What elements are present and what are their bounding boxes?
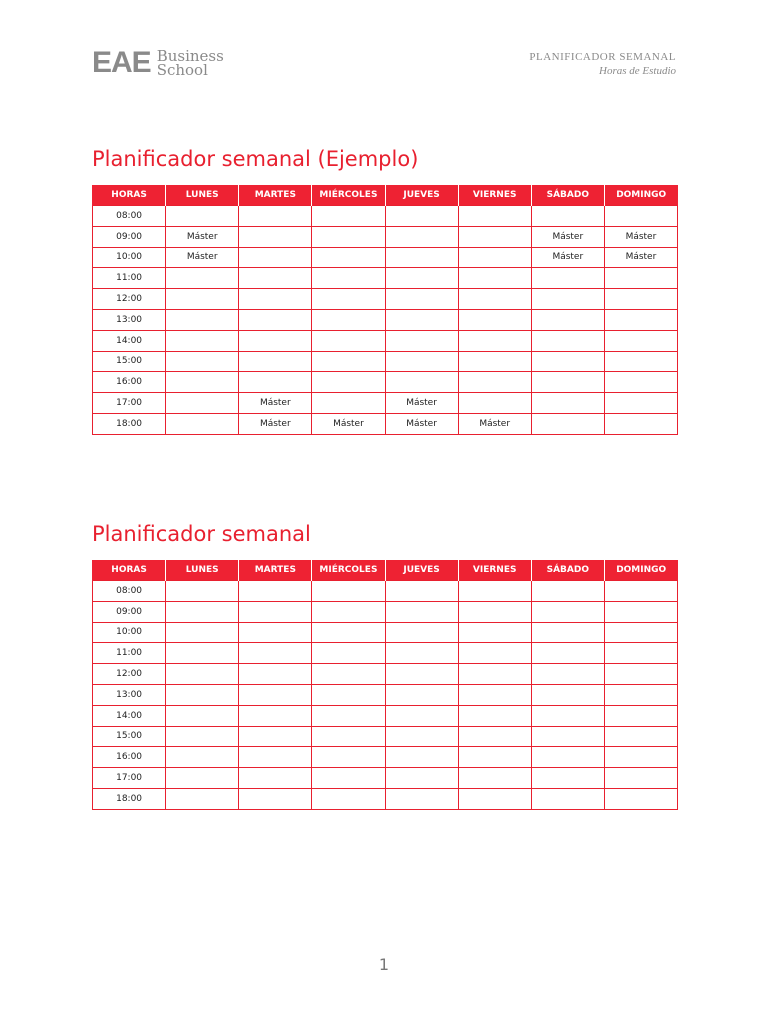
schedule-cell: [239, 622, 312, 643]
schedule-cell: Máster: [166, 247, 239, 268]
schedule-cell: [458, 309, 531, 330]
schedule-cell: [458, 622, 531, 643]
schedule-cell: [385, 705, 458, 726]
blank-planner-table: [92, 560, 678, 810]
schedule-cell: [166, 601, 239, 622]
table-row: [93, 226, 678, 247]
column-header-day: MARTES: [239, 185, 312, 206]
table-row: [93, 351, 678, 372]
page-number: 1: [378, 955, 390, 974]
schedule-cell: [385, 643, 458, 664]
schedule-cell: [312, 622, 385, 643]
schedule-cell: [385, 226, 458, 247]
schedule-cell: [604, 581, 677, 602]
schedule-cell: [312, 643, 385, 664]
schedule-cell: [166, 581, 239, 602]
schedule-cell: [166, 268, 239, 289]
time-cell: 15:00: [93, 726, 166, 747]
schedule-cell: [458, 289, 531, 310]
schedule-cell: [531, 643, 604, 664]
schedule-cell: [604, 372, 677, 393]
column-header-day: SÁBADO: [531, 185, 604, 206]
eae-logo: [92, 46, 224, 79]
table-row: [93, 643, 678, 664]
schedule-cell: [531, 413, 604, 434]
schedule-cell: Máster: [166, 226, 239, 247]
time-cell: 12:00: [93, 289, 166, 310]
column-header-day: JUEVES: [385, 560, 458, 581]
column-header-day: SÁBADO: [531, 560, 604, 581]
logo-line-business: Business: [156, 47, 224, 65]
schedule-cell: [531, 788, 604, 809]
table-row: [93, 330, 678, 351]
schedule-cell: [604, 351, 677, 372]
schedule-cell: [385, 664, 458, 685]
schedule-cell: [385, 351, 458, 372]
time-cell: 09:00: [93, 226, 166, 247]
schedule-cell: [458, 684, 531, 705]
schedule-cell: [166, 788, 239, 809]
schedule-cell: [312, 268, 385, 289]
schedule-cell: [604, 643, 677, 664]
schedule-cell: [312, 289, 385, 310]
schedule-cell: [531, 289, 604, 310]
time-cell: 17:00: [93, 393, 166, 414]
schedule-cell: [604, 788, 677, 809]
schedule-cell: [531, 601, 604, 622]
schedule-cell: Máster: [458, 413, 531, 434]
schedule-cell: [166, 768, 239, 789]
schedule-cell: [166, 705, 239, 726]
schedule-cell: [239, 747, 312, 768]
schedule-cell: [166, 684, 239, 705]
schedule-cell: [604, 330, 677, 351]
time-cell: 10:00: [93, 247, 166, 268]
schedule-cell: [239, 268, 312, 289]
column-header-day: MIÉRCOLES: [312, 185, 385, 206]
schedule-cell: [531, 747, 604, 768]
time-cell: 11:00: [93, 268, 166, 289]
schedule-cell: [531, 309, 604, 330]
table-row: [93, 788, 678, 809]
table-row: [93, 705, 678, 726]
time-cell: 08:00: [93, 581, 166, 602]
schedule-cell: [239, 643, 312, 664]
schedule-cell: [385, 788, 458, 809]
schedule-cell: [239, 289, 312, 310]
schedule-cell: [458, 768, 531, 789]
schedule-cell: [385, 309, 458, 330]
schedule-cell: [312, 726, 385, 747]
schedule-cell: [385, 330, 458, 351]
schedule-cell: [385, 268, 458, 289]
schedule-cell: Máster: [531, 247, 604, 268]
header-row: [93, 185, 678, 206]
schedule-cell: [531, 393, 604, 414]
table-row: [93, 664, 678, 685]
schedule-cell: [166, 747, 239, 768]
schedule-cell: Máster: [312, 413, 385, 434]
table-row: [93, 247, 678, 268]
schedule-cell: [604, 206, 677, 227]
schedule-cell: [312, 309, 385, 330]
schedule-cell: [458, 226, 531, 247]
schedule-cell: [531, 622, 604, 643]
table-row: [93, 684, 678, 705]
time-cell: 13:00: [93, 684, 166, 705]
column-header-hours: HORAS: [93, 185, 166, 206]
time-cell: 15:00: [93, 351, 166, 372]
table-row: [93, 268, 678, 289]
schedule-cell: [312, 684, 385, 705]
schedule-cell: [166, 206, 239, 227]
schedule-cell: [458, 643, 531, 664]
schedule-cell: [385, 601, 458, 622]
schedule-cell: [458, 747, 531, 768]
schedule-cell: [604, 726, 677, 747]
schedule-cell: Máster: [604, 247, 677, 268]
schedule-cell: [458, 393, 531, 414]
schedule-cell: [312, 788, 385, 809]
schedule-cell: [385, 622, 458, 643]
schedule-cell: [458, 601, 531, 622]
schedule-cell: [531, 768, 604, 789]
schedule-cell: [458, 206, 531, 227]
table-row: [93, 726, 678, 747]
time-cell: 10:00: [93, 622, 166, 643]
column-header-day: MIÉRCOLES: [312, 560, 385, 581]
schedule-cell: [531, 206, 604, 227]
schedule-cell: [604, 413, 677, 434]
column-header-day: VIERNES: [458, 560, 531, 581]
schedule-cell: [239, 247, 312, 268]
schedule-cell: [312, 206, 385, 227]
schedule-cell: [458, 705, 531, 726]
schedule-cell: [312, 393, 385, 414]
schedule-cell: [531, 684, 604, 705]
time-cell: 12:00: [93, 664, 166, 685]
document-title: PLANIFICADOR SEMANAL: [529, 51, 676, 63]
schedule-cell: [458, 581, 531, 602]
schedule-cell: [239, 206, 312, 227]
schedule-cell: [166, 393, 239, 414]
schedule-cell: [239, 684, 312, 705]
schedule-cell: [604, 309, 677, 330]
column-header-day: DOMINGO: [604, 185, 677, 206]
schedule-cell: [239, 664, 312, 685]
schedule-cell: [166, 330, 239, 351]
schedule-cell: [458, 351, 531, 372]
schedule-cell: [239, 309, 312, 330]
document-subtitle: Horas de Estudio: [599, 65, 676, 77]
table-row: [93, 289, 678, 310]
schedule-cell: [531, 664, 604, 685]
time-cell: 18:00: [93, 788, 166, 809]
schedule-cell: [166, 289, 239, 310]
schedule-cell: [385, 726, 458, 747]
logo-mark: EAE: [92, 46, 151, 79]
schedule-cell: [312, 601, 385, 622]
document-header: [529, 50, 676, 78]
schedule-cell: [385, 581, 458, 602]
schedule-cell: [312, 247, 385, 268]
schedule-cell: [385, 747, 458, 768]
schedule-cell: [166, 622, 239, 643]
schedule-cell: [604, 747, 677, 768]
time-cell: 14:00: [93, 330, 166, 351]
table-row: [93, 393, 678, 414]
example-planner-title: Planificador semanal (Ejemplo): [92, 147, 419, 171]
logo-wordmark: [157, 49, 224, 77]
time-cell: 13:00: [93, 309, 166, 330]
logo-line-school: School: [156, 61, 208, 79]
schedule-cell: [531, 705, 604, 726]
schedule-cell: [458, 330, 531, 351]
schedule-cell: Máster: [531, 226, 604, 247]
schedule-cell: [385, 372, 458, 393]
table-row: [93, 206, 678, 227]
schedule-cell: [166, 372, 239, 393]
schedule-cell: [385, 289, 458, 310]
schedule-cell: [166, 351, 239, 372]
schedule-cell: [312, 768, 385, 789]
schedule-cell: [312, 351, 385, 372]
header-row: [93, 560, 678, 581]
time-cell: 09:00: [93, 601, 166, 622]
column-header-hours: HORAS: [93, 560, 166, 581]
column-header-day: LUNES: [166, 560, 239, 581]
table-row: [93, 768, 678, 789]
schedule-cell: [531, 581, 604, 602]
schedule-cell: [239, 372, 312, 393]
schedule-cell: [166, 643, 239, 664]
schedule-cell: [166, 664, 239, 685]
schedule-cell: [312, 747, 385, 768]
schedule-cell: [604, 684, 677, 705]
schedule-cell: [531, 268, 604, 289]
schedule-cell: [385, 684, 458, 705]
schedule-cell: [385, 768, 458, 789]
schedule-cell: [239, 226, 312, 247]
table-row: [93, 309, 678, 330]
schedule-cell: [531, 726, 604, 747]
schedule-cell: Máster: [385, 413, 458, 434]
schedule-cell: [604, 768, 677, 789]
blank-planner-title: Planificador semanal: [92, 522, 311, 546]
column-header-day: MARTES: [239, 560, 312, 581]
schedule-cell: [239, 768, 312, 789]
schedule-cell: [312, 330, 385, 351]
time-cell: 16:00: [93, 747, 166, 768]
schedule-cell: [239, 581, 312, 602]
schedule-cell: Máster: [385, 393, 458, 414]
schedule-cell: [604, 393, 677, 414]
column-header-day: VIERNES: [458, 185, 531, 206]
example-planner-table: [92, 185, 678, 435]
schedule-cell: [239, 330, 312, 351]
schedule-cell: [531, 330, 604, 351]
schedule-cell: [239, 705, 312, 726]
time-cell: 18:00: [93, 413, 166, 434]
schedule-cell: [604, 289, 677, 310]
time-cell: 17:00: [93, 768, 166, 789]
column-header-day: JUEVES: [385, 185, 458, 206]
schedule-cell: [385, 206, 458, 227]
schedule-cell: [385, 247, 458, 268]
schedule-cell: [166, 309, 239, 330]
column-header-day: DOMINGO: [604, 560, 677, 581]
schedule-cell: [458, 788, 531, 809]
schedule-cell: [531, 351, 604, 372]
table-row: [93, 622, 678, 643]
schedule-cell: [312, 372, 385, 393]
schedule-cell: [531, 372, 604, 393]
schedule-cell: Máster: [239, 393, 312, 414]
schedule-cell: [239, 726, 312, 747]
schedule-cell: Máster: [239, 413, 312, 434]
schedule-cell: [312, 581, 385, 602]
schedule-cell: [239, 788, 312, 809]
schedule-cell: [604, 268, 677, 289]
schedule-cell: [458, 372, 531, 393]
time-cell: 14:00: [93, 705, 166, 726]
time-cell: 08:00: [93, 206, 166, 227]
schedule-cell: [604, 622, 677, 643]
schedule-cell: [604, 601, 677, 622]
column-header-day: LUNES: [166, 185, 239, 206]
table-row: [93, 413, 678, 434]
schedule-cell: [166, 726, 239, 747]
schedule-cell: [604, 705, 677, 726]
schedule-cell: [604, 664, 677, 685]
schedule-cell: [312, 705, 385, 726]
schedule-cell: [166, 413, 239, 434]
schedule-cell: [239, 351, 312, 372]
schedule-cell: [458, 268, 531, 289]
schedule-cell: [239, 601, 312, 622]
table-row: [93, 581, 678, 602]
table-row: [93, 372, 678, 393]
schedule-cell: Máster: [604, 226, 677, 247]
table-row: [93, 747, 678, 768]
schedule-cell: [458, 726, 531, 747]
schedule-cell: [312, 226, 385, 247]
schedule-cell: [312, 664, 385, 685]
schedule-cell: [458, 664, 531, 685]
time-cell: 11:00: [93, 643, 166, 664]
table-row: [93, 601, 678, 622]
schedule-cell: [458, 247, 531, 268]
time-cell: 16:00: [93, 372, 166, 393]
